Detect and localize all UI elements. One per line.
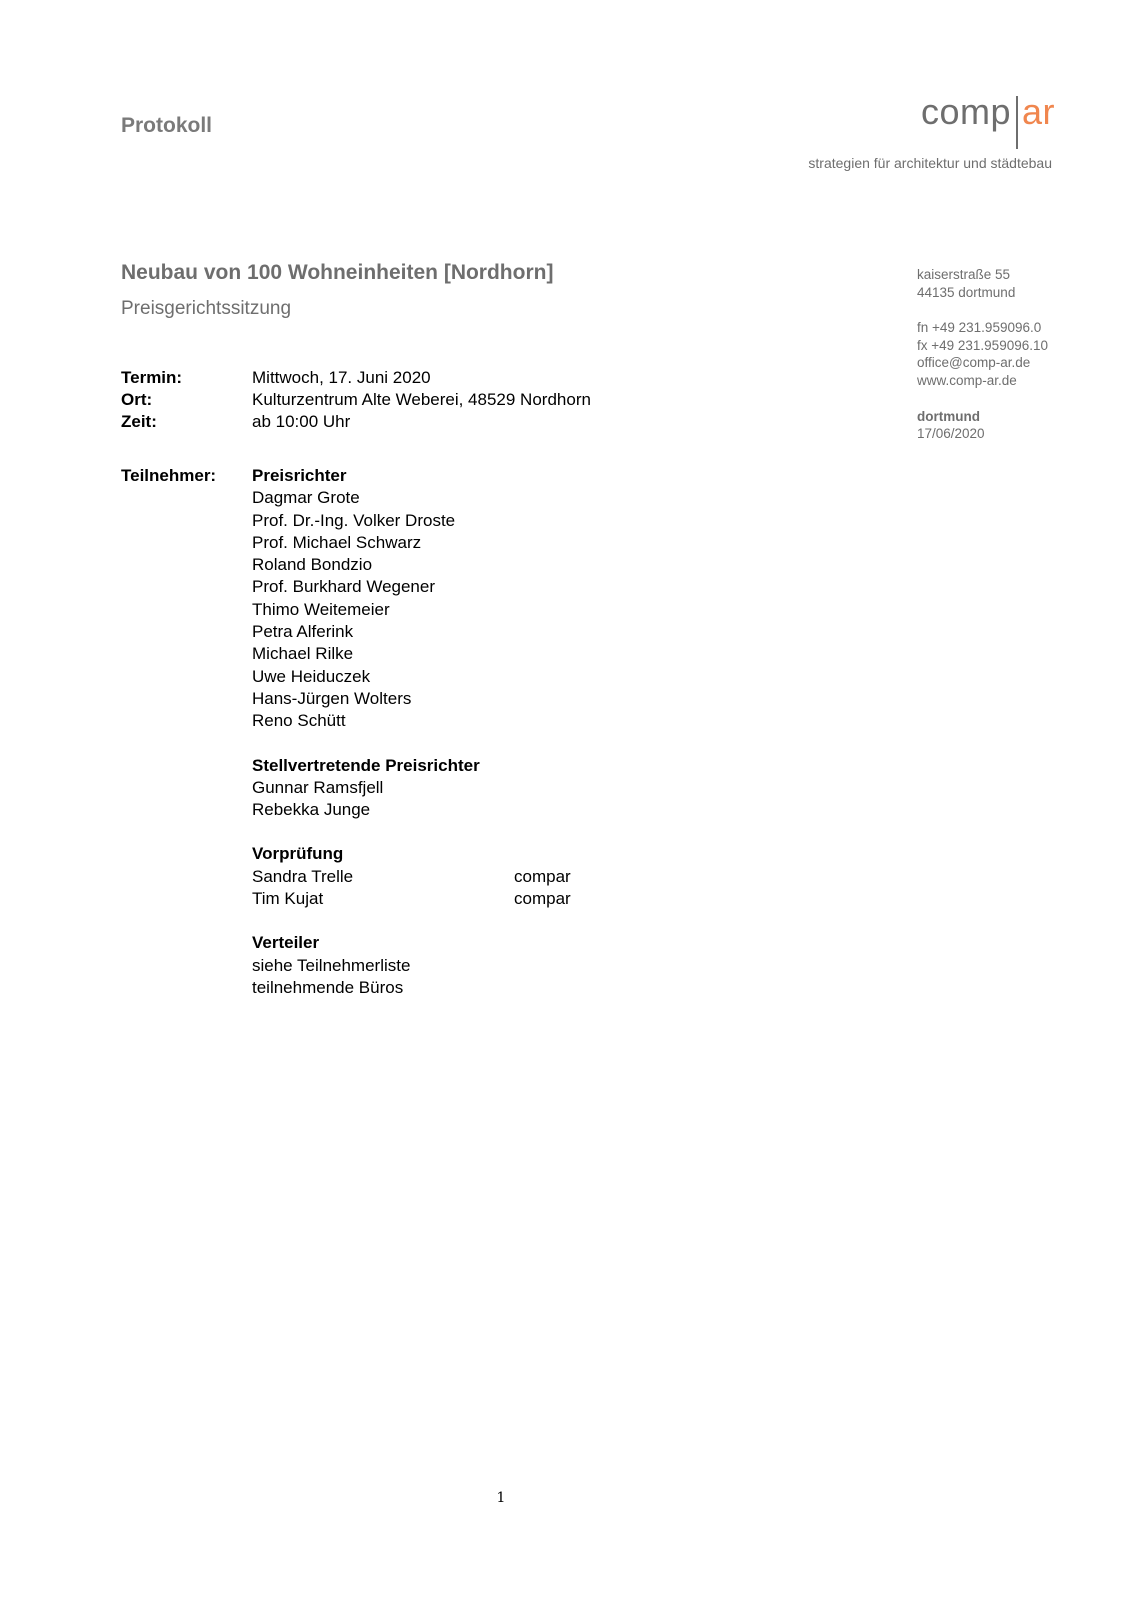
list-item: Dagmar Grote bbox=[252, 488, 360, 508]
list-item: siehe Teilnehmerliste bbox=[252, 955, 411, 975]
group-heading: Stellvertretende Preisrichter bbox=[252, 755, 480, 775]
address-city: 44135 dortmund bbox=[917, 284, 1016, 300]
document-type: Protokoll bbox=[121, 114, 213, 137]
participants-groups bbox=[252, 465, 571, 1021]
list-item: Prof. Burkhard Wegener bbox=[252, 577, 435, 597]
info-value: ab 10:00 Uhr bbox=[252, 412, 351, 431]
person-name: Tim Kujat bbox=[252, 889, 324, 909]
info-label: Zeit: bbox=[121, 412, 157, 431]
document-title: Neubau von 100 Wohneinheiten [Nordhorn] bbox=[121, 261, 554, 284]
info-label: Termin: bbox=[121, 368, 183, 387]
contact-email: office@comp-ar.de bbox=[917, 355, 1031, 371]
list-item: Thimo Weitemeier bbox=[252, 599, 390, 619]
group-vorpruefung bbox=[252, 843, 571, 910]
list-item: Reno Schütt bbox=[252, 711, 346, 731]
list-item bbox=[252, 888, 571, 910]
group-verteiler bbox=[252, 932, 571, 999]
document-date: 17/06/2020 bbox=[917, 426, 985, 442]
logo-text-right: ar bbox=[1021, 91, 1055, 132]
person-org: compar bbox=[514, 866, 571, 886]
participants-section bbox=[121, 465, 571, 1021]
person-name: Sandra Trelle bbox=[252, 866, 354, 886]
list-item: Rebekka Junge bbox=[252, 800, 371, 820]
list-item: Michael Rilke bbox=[252, 644, 354, 664]
group-heading: Preisrichter bbox=[252, 466, 347, 485]
company-tagline: strategien für architektur und städtebau bbox=[808, 155, 1052, 171]
list-item: Petra Alferink bbox=[252, 622, 354, 642]
meeting-info bbox=[121, 367, 591, 433]
document-subtitle: Preisgerichtssitzung bbox=[121, 298, 292, 319]
company-logo bbox=[921, 92, 1055, 149]
contact-phone: fn +49 231.959096.0 bbox=[917, 320, 1042, 336]
contact-web: www.comp-ar.de bbox=[917, 372, 1017, 388]
group-stellvertretende bbox=[252, 755, 571, 822]
info-row-ort bbox=[121, 389, 591, 411]
participants-label: Teilnehmer: bbox=[121, 466, 217, 485]
address-street: kaiserstraße 55 bbox=[917, 267, 1011, 282]
page-number: 1 bbox=[496, 1490, 506, 1506]
list-item: Uwe Heiduczek bbox=[252, 666, 371, 686]
list-item: Gunnar Ramsfjell bbox=[252, 777, 384, 797]
group-heading: Vorprüfung bbox=[252, 844, 344, 864]
info-label: Ort: bbox=[121, 390, 153, 409]
company-address-block bbox=[917, 266, 1048, 443]
document-location: dortmund bbox=[917, 408, 980, 424]
info-row-termin bbox=[121, 367, 591, 389]
group-heading: Verteiler bbox=[252, 933, 320, 953]
person-org: compar bbox=[514, 889, 571, 909]
group-preisrichter bbox=[252, 465, 571, 733]
list-item: Prof. Michael Schwarz bbox=[252, 532, 422, 552]
info-value: Mittwoch, 17. Juni 2020 bbox=[252, 368, 431, 387]
logo-divider bbox=[1016, 96, 1018, 149]
list-item bbox=[252, 866, 571, 888]
logo-text-left: comp bbox=[920, 91, 1011, 132]
list-item: Roland Bondzio bbox=[252, 555, 373, 575]
contact-fax: fx +49 231.959096.10 bbox=[917, 337, 1048, 353]
list-item: teilnehmende Büros bbox=[252, 977, 404, 997]
list-item: Hans-Jürgen Wolters bbox=[252, 688, 412, 708]
list-item: Prof. Dr.-Ing. Volker Droste bbox=[252, 510, 456, 530]
info-value: Kulturzentrum Alte Weberei, 48529 Nordhorn bbox=[252, 390, 591, 409]
info-row-zeit bbox=[121, 411, 591, 433]
